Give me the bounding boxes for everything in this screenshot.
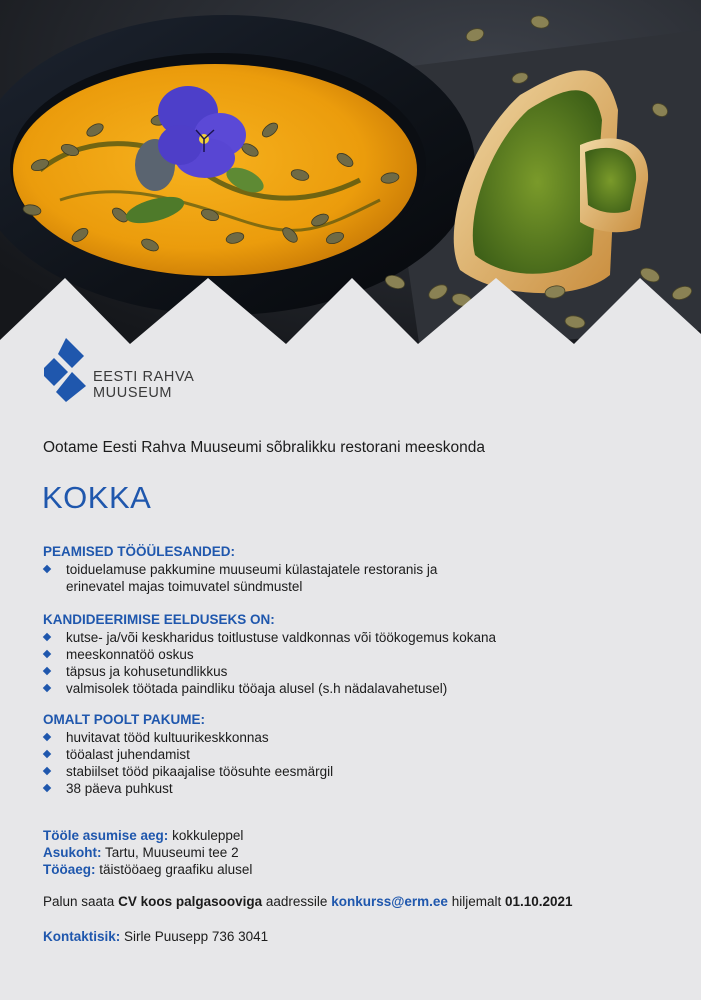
deadline-date: 01.10.2021 [505,894,573,909]
contact-person [43,928,268,945]
list-item-text: toiduelamuse pakkumine muuseumi külastajatele restoranis ja erinevatel majas toimuvatel sündmustel [66,562,438,594]
list-item [43,763,663,780]
start-date-row [43,827,252,844]
list-item-text: valmisolek töötada paindliku tööaja alusel (s.h nädalavahetusel) [66,681,448,696]
diamond-bullet-icon [43,733,51,741]
list-item-text: tööalast juhendamist [66,747,190,762]
list-item [43,680,663,697]
list-item [43,746,663,763]
start-date-value: kokkuleppel [172,828,244,843]
section-requirements [43,611,663,697]
diamond-bullet-icon [43,667,51,675]
diamond-bullet-icon [43,684,51,692]
section-offer [43,711,663,797]
section-heading: OMALT POOLT PAKUME: [43,712,205,727]
list-item [43,780,663,797]
deadline-prefix: hiljemalt [451,894,502,909]
list-item [43,629,663,646]
start-date-label: Tööle asumise aeg: [43,828,169,843]
diamond-bullet-icon [43,565,51,573]
list-item-text: stabiilset tööd pikaajalise töösuhte eesmärgil [66,764,334,779]
apply-middle: aadressile [265,894,328,909]
work-hours-value: täistööaeg graafiku alusel [99,862,253,877]
diamond-bullet-icon [43,650,51,658]
list-item [43,646,663,663]
location-row [43,844,252,861]
list-item-text: meeskonnatöö oskus [66,647,194,662]
list-item [43,561,443,595]
requirements-list [43,629,663,697]
duties-list [43,561,663,595]
list-item-text: kutse- ja/või keskharidus toitlustuse valdkonnas või töökogemus kokana [66,630,496,645]
apply-prefix: Palun saata [43,894,115,909]
erm-logo-icon [44,338,92,402]
list-item-text: huvitavat tööd kultuurikeskkonnas [66,730,269,745]
hero-photo [0,0,701,350]
location-value: Tartu, Muuseumi tee 2 [105,845,239,860]
contact-label: Kontaktisik: [43,929,121,944]
offer-list [43,729,663,797]
job-title: KOKKA [42,480,152,515]
work-hours-row [43,861,252,878]
list-item [43,729,663,746]
work-hours-label: Tööaeg: [43,862,96,877]
diamond-bullet-icon [43,767,51,775]
intro-text: Ootame Eesti Rahva Muuseumi sõbralikku restorani meeskonda [43,439,485,456]
section-heading: PEAMISED TÖÖÜLESANDED: [43,544,236,559]
diamond-bullet-icon [43,750,51,758]
apply-documents: CV koos palgasooviga [118,894,263,909]
logo-line-1: EESTI RAHVA [93,369,195,385]
erm-logo [44,338,204,402]
contact-value: Sirle Puusepp 736 3041 [124,929,269,944]
list-item-text: 38 päeva puhkust [66,781,173,796]
location-label: Asukoht: [43,845,102,860]
application-instructions [43,893,573,910]
section-duties [43,543,663,595]
logo-line-2: MUUSEUM [93,385,173,401]
email-link[interactable]: konkurss@erm.ee [331,894,448,909]
logo-wordmark [93,369,194,401]
soup-photo-illustration [0,0,701,350]
job-info [43,827,252,878]
diamond-bullet-icon [43,784,51,792]
diamond-bullet-icon [43,633,51,641]
list-item [43,663,663,680]
section-heading: KANDIDEERIMISE EELDUSEKS ON: [43,612,275,627]
list-item-text: täpsus ja kohusetundlikkus [66,664,228,679]
